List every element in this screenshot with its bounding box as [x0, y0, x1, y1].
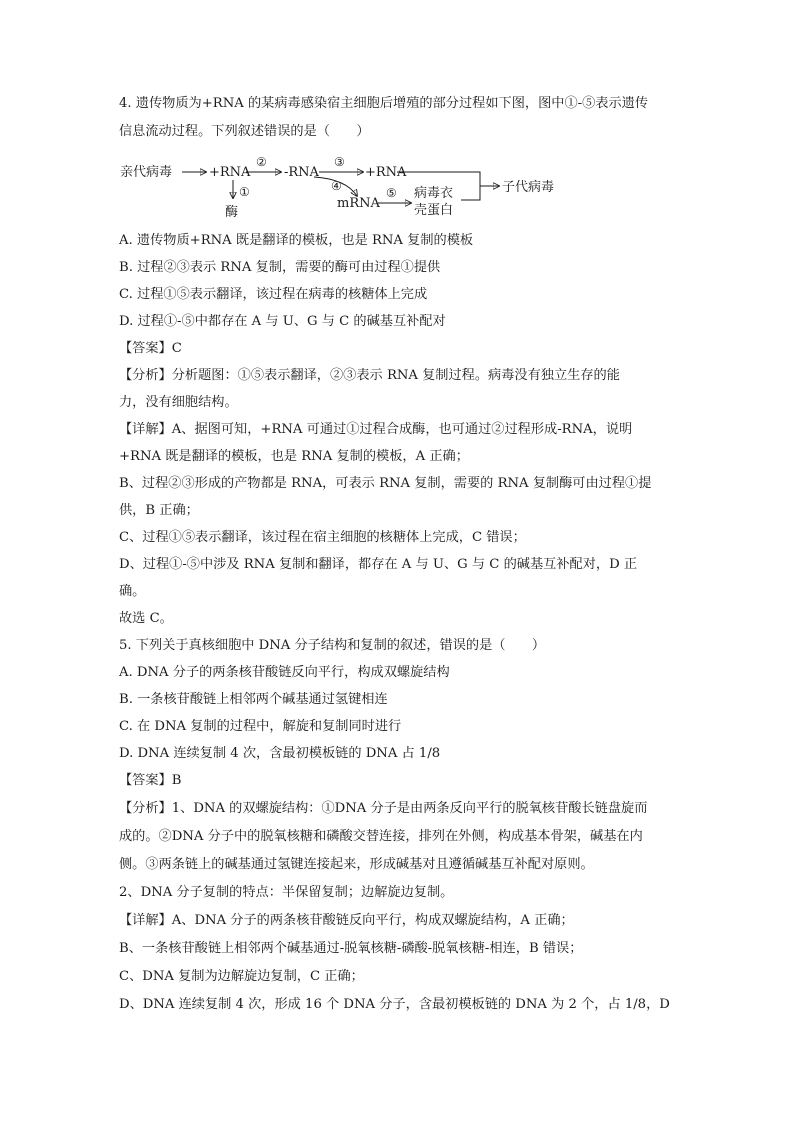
virus-replication-diagram: [118, 152, 578, 224]
coat-protein-line2: 壳蛋白: [414, 203, 454, 218]
q4-detail-line4: 供，B 正确；: [119, 503, 199, 518]
step3-label: ③: [334, 155, 345, 169]
step5-label: ⑤: [386, 186, 397, 200]
q5-option-d: D. DNA 连续复制 4 次，含最初模板链的 DNA 占 1/8: [119, 746, 441, 761]
q5-detail-line1: 【详解】A、DNA 分子的两条核苷酸链反向平行，构成双螺旋结构，A 正确；: [119, 913, 574, 928]
q5-stem: 5. 下列关于真核细胞中 DNA 分子结构和复制的叙述，错误的是（ ）: [119, 638, 546, 653]
q4-option-c: C. 过程①⑤表示翻译，该过程在病毒的核糖体上完成: [119, 287, 428, 302]
q4-analysis-line2: 力，没有细胞结构。: [119, 395, 238, 410]
coat-protein-line1: 病毒衣: [414, 186, 454, 201]
step4-label: ④: [331, 179, 342, 193]
q4-stem-line1: 4. 遗传物质为+RNA 的某病毒感染宿主细胞后增殖的部分过程如下图，图中①-⑤表示遗传: [119, 96, 649, 111]
q4-detail-line1: 【详解】A、据图可知，+RNA 可通过①过程合成酶，也可通过②过程形成-RNA，说明: [119, 422, 633, 437]
q5-option-b: B. 一条核苷酸链上相邻两个碱基通过氢键相连: [119, 692, 388, 707]
q4-option-b: B. 过程②③表示 RNA 复制，需要的酶可由过程①提供: [119, 260, 441, 275]
q5-analysis-line1: 【分析】1、DNA 的双螺旋结构：①DNA 分子是由两条反向平行的脱氧核苷酸长链盘旋而: [119, 801, 648, 816]
q4-option-a: A. 遗传物质+RNA 既是翻译的模板，也是 RNA 复制的模板: [119, 233, 474, 248]
q4-detail-line5: C、过程①⑤表示翻译，该过程在宿主细胞的核糖体上完成，C 错误；: [119, 530, 526, 545]
q4-detail-line6: D、过程①-⑤中涉及 RNA 复制和翻译，都存在 A 与 U、G 与 C 的碱基互补配对，D 正: [119, 557, 638, 572]
q5-option-c: C. 在 DNA 复制的过程中，解旋和复制同时进行: [119, 719, 402, 734]
parent-virus-label: 亲代病毒: [120, 165, 173, 180]
plus-rna-2-label: +RNA: [365, 165, 407, 180]
connector-protein-to-progeny: [461, 186, 480, 200]
progeny-virus-label: 子代病毒: [502, 180, 555, 195]
q5-analysis-line4: 2、DNA 分子复制的特点：半保留复制；边解旋边复制。: [119, 885, 454, 900]
plus-rna-label: +RNA: [209, 165, 251, 180]
minus-rna-label: -RNA: [284, 165, 319, 180]
q5-option-a: A. DNA 分子的两条核苷酸链反向平行，构成双螺旋结构: [119, 665, 450, 680]
connector-rna-to-progeny: [397, 172, 480, 186]
mrna-label: mRNA: [337, 196, 380, 211]
step2-label: ②: [256, 155, 267, 169]
q4-analysis-line1: 【分析】分析题图：①⑤表示翻译，②③表示 RNA 复制过程。病毒没有独立生存的能: [119, 368, 620, 383]
q4-detail-line7: 确。: [119, 584, 146, 599]
step1-label: ①: [239, 185, 250, 199]
q4-stem-line2: 信息流动过程。下列叙述错误的是（ ）: [119, 124, 370, 139]
q4-detail-line3: B、过程②③形成的产物都是 RNA，可表示 RNA 复制，需要的 RNA 复制酶可由过程①提: [119, 476, 652, 491]
q5-answer: 【答案】B: [119, 773, 182, 788]
q5-detail-line2: B、一条核苷酸链上相邻两个碱基通过-脱氧核糖-磷酸-脱氧核糖-相连，B 错误；: [119, 941, 583, 956]
q4-detail-line2: +RNA 既是翻译的模板，也是 RNA 复制的模板，A 正确；: [119, 449, 469, 464]
q5-analysis-line2: 成的。②DNA 分子中的脱氧核糖和磷酸交替连接，排列在外侧，构成基本骨架，碱基在内: [119, 829, 643, 844]
q4-option-d: D. 过程①-⑤中都存在 A 与 U、G 与 C 的碱基互补配对: [119, 314, 446, 329]
q4-conclusion: 故选 C。: [119, 611, 173, 626]
q5-analysis-line3: 侧。③两条链上的碱基通过氢键连接起来，形成碱基对且遵循碱基互补配对原则。: [119, 857, 594, 872]
enzyme-label: 酶: [225, 205, 239, 220]
q4-answer: 【答案】C: [119, 341, 182, 356]
q5-detail-line4: D、DNA 连续复制 4 次，形成 16 个 DNA 分子，含最初模板链的 DNA 为 2 个，占 1/8，D: [119, 997, 670, 1012]
q5-detail-line3: C、DNA 复制为边解旋边复制，C 正确；: [119, 969, 364, 984]
